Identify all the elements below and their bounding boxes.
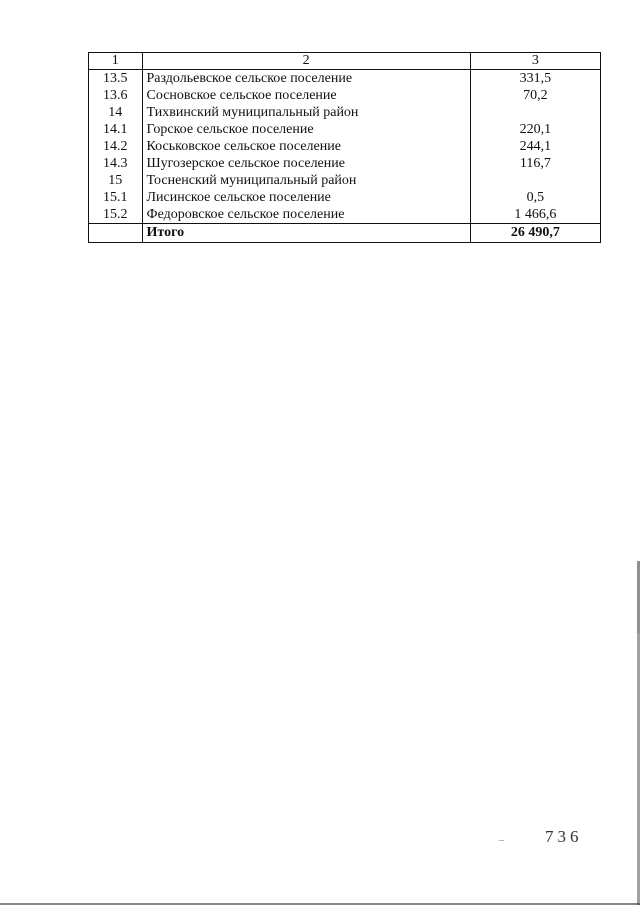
footer-mark: – [499, 835, 504, 846]
table-row [89, 87, 601, 104]
row-value: 0,5 [470, 189, 600, 206]
table-total-row [89, 224, 601, 243]
row-name: Тосненский муниципальный район [142, 172, 470, 189]
row-number: 13.5 [89, 70, 143, 88]
total-value: 26 490,7 [470, 224, 600, 243]
row-number: 15.1 [89, 189, 143, 206]
row-name: Сосновское сельское поселение [142, 87, 470, 104]
table-header-row [89, 53, 601, 70]
row-name: Лисинское сельское поселение [142, 189, 470, 206]
table-row [89, 70, 601, 88]
total-label: Итого [142, 224, 470, 243]
total-number-cell [89, 224, 143, 243]
row-value: 331,5 [470, 70, 600, 88]
row-name: Коськовское сельское поселение [142, 138, 470, 155]
row-value: 220,1 [470, 121, 600, 138]
table-row [89, 172, 601, 189]
data-table [88, 52, 601, 243]
row-number: 13.6 [89, 87, 143, 104]
row-value: 244,1 [470, 138, 600, 155]
row-value: 116,7 [470, 155, 600, 172]
row-value: 1 466,6 [470, 206, 600, 224]
row-number: 14.2 [89, 138, 143, 155]
row-value: 70,2 [470, 87, 600, 104]
table-row [89, 189, 601, 206]
column-header-name: 2 [142, 53, 470, 70]
row-name: Тихвинский муниципальный район [142, 104, 470, 121]
row-name: Федоровское сельское поселение [142, 206, 470, 224]
row-number: 14.3 [89, 155, 143, 172]
table-row [89, 104, 601, 121]
row-name: Шугозерское сельское поселение [142, 155, 470, 172]
column-header-number: 1 [89, 53, 143, 70]
row-name: Горское сельское поселение [142, 121, 470, 138]
table-row [89, 155, 601, 172]
row-number: 15 [89, 172, 143, 189]
table-row [89, 121, 601, 138]
row-number: 14.1 [89, 121, 143, 138]
row-number: 15.2 [89, 206, 143, 224]
row-value [470, 172, 600, 189]
table-row [89, 206, 601, 224]
row-name: Раздольевское сельское поселение [142, 70, 470, 88]
table-row [89, 138, 601, 155]
row-value [470, 104, 600, 121]
page-number: 736 [545, 827, 583, 846]
column-header-value: 3 [470, 53, 600, 70]
row-number: 14 [89, 104, 143, 121]
